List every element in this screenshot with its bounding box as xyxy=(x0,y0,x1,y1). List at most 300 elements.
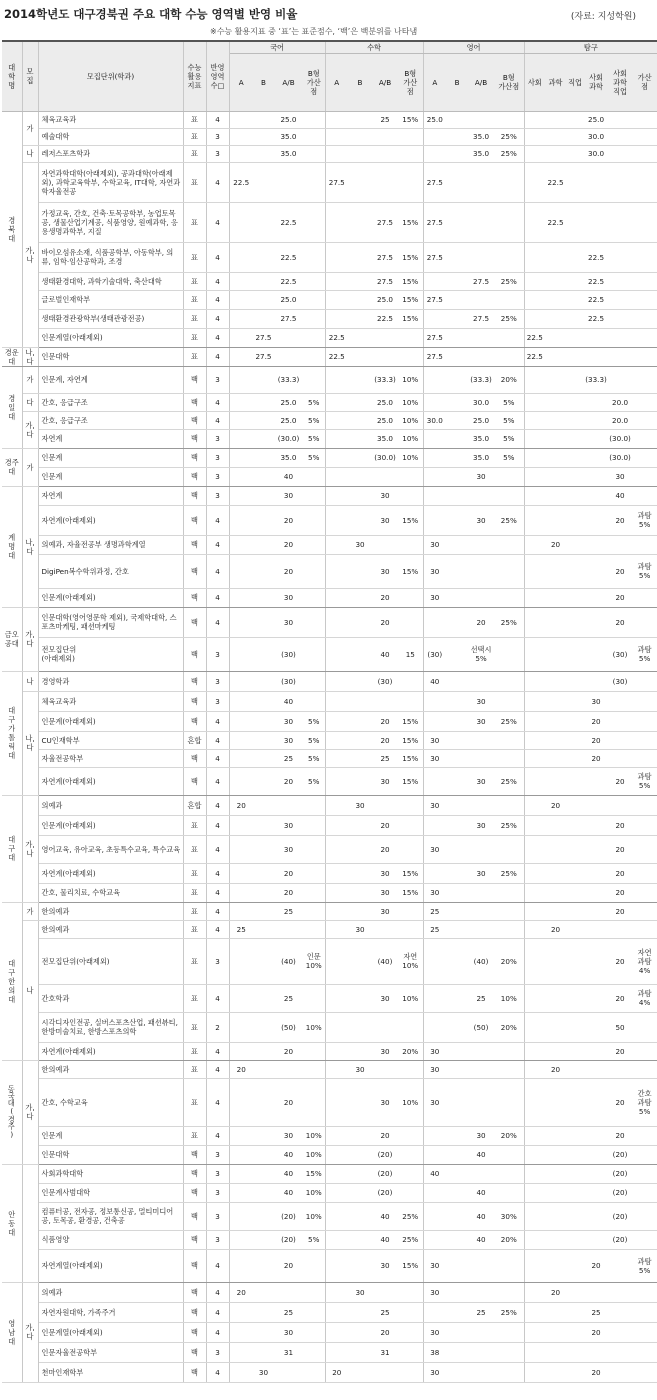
table-cell: 30 xyxy=(423,588,446,607)
table-cell: 표 xyxy=(183,309,206,328)
table-cell: 4 xyxy=(206,111,229,128)
header-math-a: A xyxy=(325,53,348,111)
table-cell: 백 xyxy=(183,467,206,486)
table-cell xyxy=(632,691,657,711)
table-cell xyxy=(303,486,325,505)
table-cell xyxy=(325,1012,348,1042)
table-cell xyxy=(468,1249,494,1282)
table-cell: 표 xyxy=(183,145,206,162)
table-cell xyxy=(253,242,274,272)
table-cell xyxy=(423,1202,446,1230)
table-cell xyxy=(632,290,657,309)
table-cell xyxy=(584,467,608,486)
table-cell xyxy=(584,671,608,691)
unit-name: 자연계(아래제외) xyxy=(38,767,183,795)
unit-name: 한의예과 xyxy=(38,902,183,920)
table-cell xyxy=(348,328,372,347)
table-cell xyxy=(468,1164,494,1183)
table-cell xyxy=(584,162,608,202)
table-cell xyxy=(325,795,348,815)
unit-name: 간호, 수학교육 xyxy=(38,1078,183,1126)
unit-name: 체육교육과 xyxy=(38,691,183,711)
table-cell xyxy=(608,1302,632,1322)
table-cell xyxy=(325,920,348,938)
table-cell: 15 xyxy=(398,637,423,671)
table-cell: 30 xyxy=(372,1078,398,1126)
table-cell: 4 xyxy=(206,309,229,328)
table-cell xyxy=(303,588,325,607)
table-cell: (40) xyxy=(372,938,398,984)
table-cell xyxy=(348,637,372,671)
table-cell: 혼합 xyxy=(183,795,206,815)
table-row xyxy=(2,162,657,202)
unit-name: 자연과학대학(아래제외), 공과대학(아래제외), 과학교육학부, 수학교육, IT대학, 자연과학자율전공 xyxy=(38,162,183,202)
table-cell: 40 xyxy=(423,1164,446,1183)
table-cell xyxy=(348,1249,372,1282)
table-cell xyxy=(608,1362,632,1382)
table-cell xyxy=(303,795,325,815)
table-cell: 35.0 xyxy=(468,145,494,162)
table-cell xyxy=(608,1249,632,1282)
table-cell xyxy=(446,1202,468,1230)
table-cell: 25% xyxy=(494,128,524,145)
table-cell: 20 xyxy=(608,883,632,902)
table-cell xyxy=(303,835,325,863)
table-cell: 27.5 xyxy=(372,202,398,242)
table-row xyxy=(2,863,657,883)
table-cell: 10% xyxy=(303,1126,325,1145)
table-cell xyxy=(524,1145,545,1164)
header-univ: 대 학 명 xyxy=(2,41,22,111)
table-cell: (30.0) xyxy=(608,429,632,448)
unit-name: 인문계(아래제외) xyxy=(38,588,183,607)
table-cell: 백 xyxy=(183,366,206,393)
table-cell xyxy=(632,835,657,863)
table-cell: 20 xyxy=(608,607,632,637)
table-cell: 백 xyxy=(183,607,206,637)
table-cell: 10% xyxy=(398,448,423,467)
table-cell: 4 xyxy=(206,711,229,731)
table-cell xyxy=(325,272,348,290)
header-index: 수능 활용 지표 xyxy=(183,41,206,111)
table-cell: 4 xyxy=(206,1302,229,1322)
table-cell: 20 xyxy=(229,795,253,815)
table-cell xyxy=(253,749,274,767)
table-cell xyxy=(398,145,423,162)
table-cell: (20) xyxy=(608,1145,632,1164)
table-cell xyxy=(229,429,253,448)
table-cell xyxy=(303,202,325,242)
table-cell xyxy=(303,902,325,920)
recruit-group: 나, 다 xyxy=(22,347,38,366)
table-cell: 30 xyxy=(423,1282,446,1302)
table-cell xyxy=(423,145,446,162)
table-cell xyxy=(398,486,423,505)
table-cell xyxy=(303,883,325,902)
table-cell xyxy=(253,795,274,815)
table-cell: 30 xyxy=(274,711,303,731)
table-cell xyxy=(348,411,372,429)
header-kor-a: A xyxy=(229,53,253,111)
table-cell: 인문 10% xyxy=(303,938,325,984)
table-cell xyxy=(545,1342,566,1362)
table-cell xyxy=(253,1202,274,1230)
table-cell xyxy=(632,145,657,162)
table-cell: 10% xyxy=(303,1183,325,1202)
table-cell xyxy=(446,393,468,411)
table-cell xyxy=(494,347,524,366)
table-cell xyxy=(303,671,325,691)
table-cell: 20 xyxy=(274,554,303,588)
table-cell xyxy=(494,202,524,242)
table-cell xyxy=(348,505,372,535)
unit-name: 인문자율전공학부 xyxy=(38,1342,183,1362)
table-cell: 10% xyxy=(303,1202,325,1230)
table-cell: 25 xyxy=(274,984,303,1012)
table-cell xyxy=(253,1249,274,1282)
unit-name: 인문계(아래제외) xyxy=(38,711,183,731)
table-cell xyxy=(566,607,584,637)
table-cell xyxy=(423,467,446,486)
table-cell xyxy=(545,863,566,883)
table-cell: 30 xyxy=(468,505,494,535)
table-cell xyxy=(229,393,253,411)
table-cell xyxy=(372,1362,398,1382)
table-cell: 15% xyxy=(398,749,423,767)
page-title: 2014학년도 대구경북권 주요 대학 수능 영역별 반영 비율 xyxy=(4,7,298,21)
table-cell: 25% xyxy=(494,607,524,637)
unit-name: 사회과학대학 xyxy=(38,1164,183,1183)
table-cell: 40 xyxy=(372,637,398,671)
table-row xyxy=(2,815,657,835)
table-cell xyxy=(253,1164,274,1183)
table-cell: (20) xyxy=(608,1202,632,1230)
table-cell xyxy=(545,815,566,835)
table-cell: 4 xyxy=(206,767,229,795)
table-cell xyxy=(348,128,372,145)
table-cell xyxy=(348,162,372,202)
table-cell xyxy=(372,128,398,145)
table-cell: 30 xyxy=(274,1322,303,1342)
table-cell xyxy=(446,328,468,347)
header-social: 사회 xyxy=(524,53,545,111)
recruit-group: 가 xyxy=(22,902,38,920)
table-cell xyxy=(446,290,468,309)
table-cell: 30 xyxy=(608,467,632,486)
table-cell: 30 xyxy=(274,607,303,637)
table-cell: 30 xyxy=(468,1126,494,1145)
table-cell: 4 xyxy=(206,242,229,272)
table-cell xyxy=(398,1145,423,1164)
table-cell xyxy=(348,815,372,835)
unit-name: 인문계열(아래제외) xyxy=(38,328,183,347)
table-cell xyxy=(632,1302,657,1322)
table-cell xyxy=(348,607,372,637)
table-cell xyxy=(253,938,274,984)
table-cell xyxy=(545,242,566,272)
table-cell xyxy=(545,1302,566,1322)
table-cell xyxy=(524,272,545,290)
table-cell: 20 xyxy=(584,1249,608,1282)
table-cell xyxy=(608,242,632,272)
table-cell: 표 xyxy=(183,815,206,835)
table-cell xyxy=(566,1230,584,1249)
table-cell: (33.3) xyxy=(274,366,303,393)
table-cell xyxy=(446,467,468,486)
table-cell: 표 xyxy=(183,202,206,242)
table-cell: 5% xyxy=(303,429,325,448)
table-cell: 27.5 xyxy=(372,242,398,272)
table-cell xyxy=(423,691,446,711)
table-cell: 4 xyxy=(206,411,229,429)
table-cell: 25 xyxy=(274,1302,303,1322)
table-cell xyxy=(566,1078,584,1126)
table-cell xyxy=(229,984,253,1012)
table-cell: 30.0 xyxy=(584,145,608,162)
table-cell xyxy=(348,1042,372,1060)
table-cell xyxy=(608,691,632,711)
table-cell xyxy=(325,242,348,272)
table-cell: 5% xyxy=(303,411,325,429)
table-cell xyxy=(566,347,584,366)
table-cell xyxy=(398,691,423,711)
table-cell xyxy=(325,1282,348,1302)
table-cell: 표 xyxy=(183,1060,206,1078)
unit-name: CU인재학부 xyxy=(38,731,183,749)
table-cell xyxy=(468,347,494,366)
table-cell xyxy=(253,505,274,535)
table-cell xyxy=(446,1249,468,1282)
table-cell xyxy=(632,411,657,429)
table-cell: 22.5 xyxy=(584,290,608,309)
table-cell xyxy=(632,1342,657,1362)
table-cell xyxy=(494,1164,524,1183)
table-cell: 4 xyxy=(206,1060,229,1078)
table-cell xyxy=(566,393,584,411)
table-cell: 15% xyxy=(303,1164,325,1183)
table-cell: 표 xyxy=(183,1012,206,1042)
table-cell xyxy=(468,920,494,938)
table-cell xyxy=(632,202,657,242)
table-cell: 15% xyxy=(398,711,423,731)
table-cell xyxy=(608,202,632,242)
table-cell xyxy=(584,815,608,835)
table-cell: 3 xyxy=(206,1230,229,1249)
table-cell xyxy=(348,242,372,272)
table-cell xyxy=(524,1060,545,1078)
table-row xyxy=(2,607,657,637)
table-cell: 30 xyxy=(274,815,303,835)
table-cell xyxy=(303,111,325,128)
table-cell xyxy=(545,145,566,162)
table-cell: 백 xyxy=(183,1230,206,1249)
table-cell xyxy=(348,1362,372,1382)
table-cell: 백 xyxy=(183,393,206,411)
table-cell: 40 xyxy=(608,486,632,505)
table-cell xyxy=(566,202,584,242)
table-cell xyxy=(494,328,524,347)
table-cell xyxy=(524,1078,545,1126)
table-cell xyxy=(372,1012,398,1042)
table-cell: 4 xyxy=(206,883,229,902)
table-cell xyxy=(524,128,545,145)
table-cell: 20% xyxy=(494,938,524,984)
table-cell xyxy=(423,984,446,1012)
table-cell xyxy=(584,1060,608,1078)
table-cell xyxy=(303,920,325,938)
table-cell xyxy=(253,411,274,429)
table-cell xyxy=(229,1126,253,1145)
table-cell xyxy=(423,366,446,393)
table-cell xyxy=(608,145,632,162)
table-cell xyxy=(303,242,325,272)
table-cell xyxy=(566,1060,584,1078)
table-cell xyxy=(229,535,253,554)
table-cell xyxy=(325,1183,348,1202)
table-cell xyxy=(566,731,584,749)
table-cell xyxy=(303,984,325,1012)
table-cell xyxy=(632,242,657,272)
recruit-group: 가, 다 xyxy=(22,1060,38,1164)
header-plus: 가산 점 xyxy=(632,53,657,111)
table-cell xyxy=(608,290,632,309)
table-cell xyxy=(446,671,468,691)
table-cell xyxy=(545,767,566,795)
header-kor-b: B xyxy=(253,53,274,111)
table-cell xyxy=(446,938,468,984)
table-cell xyxy=(253,145,274,162)
table-cell xyxy=(253,637,274,671)
table-cell xyxy=(423,393,446,411)
table-cell xyxy=(566,920,584,938)
table-cell xyxy=(545,290,566,309)
table-cell: 22.5 xyxy=(524,328,545,347)
table-cell xyxy=(303,637,325,671)
table-cell xyxy=(325,607,348,637)
table-cell: (30) xyxy=(608,637,632,671)
recruit-group: 나, 다 xyxy=(22,691,38,795)
table-cell: 20 xyxy=(584,749,608,767)
table-cell xyxy=(494,1183,524,1202)
table-cell: 30 xyxy=(372,1249,398,1282)
table-cell xyxy=(229,1302,253,1322)
university-name: 금오 공대 xyxy=(2,607,22,671)
table-cell: 10% xyxy=(398,366,423,393)
table-cell xyxy=(584,535,608,554)
table-cell xyxy=(566,1126,584,1145)
table-cell: 40 xyxy=(274,1183,303,1202)
table-cell xyxy=(632,486,657,505)
table-cell xyxy=(584,1042,608,1060)
table-cell xyxy=(584,1012,608,1042)
table-cell: 표 xyxy=(183,938,206,984)
header-kor-bonus: B형 가산 점 xyxy=(303,53,325,111)
table-cell xyxy=(348,1164,372,1183)
table-cell: 5% xyxy=(494,448,524,467)
table-cell xyxy=(632,1362,657,1382)
table-row xyxy=(2,1249,657,1282)
table-row xyxy=(2,448,657,467)
table-cell xyxy=(524,1202,545,1230)
table-cell: 20 xyxy=(372,731,398,749)
table-cell xyxy=(566,162,584,202)
table-row xyxy=(2,1230,657,1249)
table-cell: 백 xyxy=(183,1145,206,1164)
table-cell xyxy=(303,366,325,393)
table-cell xyxy=(229,111,253,128)
university-name: 경 북 대 xyxy=(2,111,22,347)
table-cell: 15% xyxy=(398,242,423,272)
header-math: 수학 xyxy=(325,41,423,53)
table-cell xyxy=(446,505,468,535)
table-cell xyxy=(325,588,348,607)
table-cell: 5% xyxy=(303,749,325,767)
table-cell xyxy=(398,535,423,554)
table-cell: 과탐 5% xyxy=(632,554,657,588)
table-cell xyxy=(325,1342,348,1362)
table-cell xyxy=(632,607,657,637)
table-cell xyxy=(524,863,545,883)
table-cell: 15% xyxy=(398,290,423,309)
table-cell xyxy=(446,145,468,162)
table-cell: 20 xyxy=(545,535,566,554)
table-cell xyxy=(348,111,372,128)
unit-name: 자율전공학부 xyxy=(38,749,183,767)
table-cell xyxy=(446,535,468,554)
recruit-group: 나 xyxy=(22,145,38,162)
table-cell: 27.5 xyxy=(423,242,446,272)
table-cell: 25 xyxy=(274,749,303,767)
table-cell xyxy=(494,637,524,671)
table-cell xyxy=(608,309,632,328)
table-cell xyxy=(446,1302,468,1322)
table-cell: 25% xyxy=(494,505,524,535)
table-cell: 백 xyxy=(183,448,206,467)
table-cell: 20 xyxy=(372,711,398,731)
table-cell xyxy=(348,863,372,883)
table-cell xyxy=(446,554,468,588)
table-cell: 30 xyxy=(372,883,398,902)
table-row xyxy=(2,938,657,984)
table-cell xyxy=(566,671,584,691)
table-cell xyxy=(524,637,545,671)
table-cell xyxy=(398,347,423,366)
table-cell xyxy=(325,1060,348,1078)
recruit-group: 가, 다 xyxy=(22,411,38,448)
table-cell xyxy=(524,393,545,411)
table-cell: (30) xyxy=(423,637,446,671)
unit-name: 인문계 xyxy=(38,1126,183,1145)
table-cell: 40 xyxy=(423,671,446,691)
table-cell xyxy=(325,448,348,467)
table-cell: 표 xyxy=(183,984,206,1012)
table-cell xyxy=(348,145,372,162)
table-cell xyxy=(348,486,372,505)
table-cell xyxy=(584,1145,608,1164)
table-cell xyxy=(632,1042,657,1060)
table-cell: (40) xyxy=(468,938,494,984)
table-cell: 백 xyxy=(183,767,206,795)
table-cell xyxy=(584,938,608,984)
table-cell xyxy=(348,731,372,749)
table-cell xyxy=(398,1126,423,1145)
table-cell xyxy=(446,1164,468,1183)
table-cell: 30 xyxy=(372,863,398,883)
table-cell: 31 xyxy=(372,1342,398,1362)
table-cell xyxy=(303,272,325,290)
table-cell xyxy=(303,1249,325,1282)
table-cell xyxy=(468,486,494,505)
